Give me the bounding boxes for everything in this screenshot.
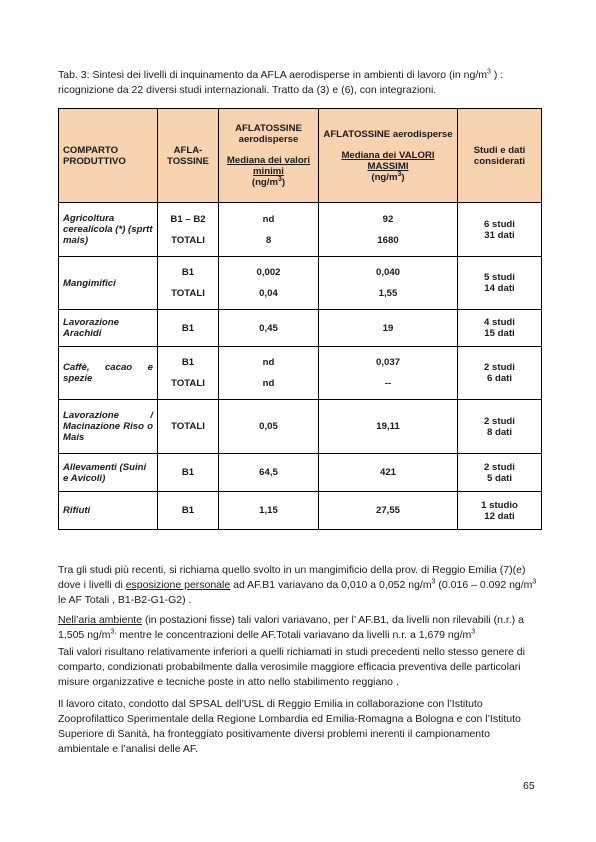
header-max — [319, 109, 458, 203]
table-caption — [58, 68, 544, 98]
cell-studi: 6 studi 31 dati — [458, 203, 542, 257]
cell-studi: 5 studi 14 dati — [458, 257, 542, 310]
table-header-row — [59, 109, 542, 203]
header-min-title: AFLATOSSINE aerodisperse — [235, 123, 302, 145]
cell-studi: 4 studi 15 dati — [458, 310, 542, 347]
cell-afla: B1 TOTALI — [158, 347, 219, 400]
caption-text: Tab. 3: Sintesi dei livelli di inquinamento da AFLA aerodisperse in ambienti di lavoro (in ng/m — [58, 69, 487, 81]
header-max-title: AFLATOSSINE aerodisperse — [323, 128, 453, 140]
cell-afla: TOTALI — [158, 400, 219, 454]
cell-studi: 1 studio 12 dati — [458, 492, 542, 530]
cell-comparto: Caffè, cacao e spezie — [59, 347, 158, 400]
cell-min: 0,05 — [219, 400, 319, 454]
cell-max: 421 — [319, 454, 458, 492]
cell-comparto: Rifiuti — [59, 492, 158, 530]
paragraph-4: Il lavoro citato, condotto dal SPSAL dell’USL di Reggio Emilia in collaborazione con l’Istituto Zooprofilattico Sperimentale della Regione Lombardia ed Emilia-Romagna a Bologna e con l’Istituto Superiore di Sanità, ha fronteggiato positivamente diversi problemi inerenti il campionamento ambientale e l’analisi delle AF. — [58, 698, 521, 755]
header-comparto: COMPARTO PRODUTTIVO — [59, 109, 158, 203]
underlined-text: Nell’aria ambiente — [58, 614, 143, 626]
cell-max: 0,040 1,55 — [319, 257, 458, 310]
paragraph-1: Tra gli studi più recenti, si richiama quello svolto in un mangimificio della prov. di Reggio Emilia (7)(e) dove i livelli di esposizione personale ad AF.B1 variavano da 0,010 a 0,052 $ng/m^3$ (0.016 – 0.092 $ng/m^3$ le AF Totali , B1-B2-G1-G2) . — [58, 564, 537, 606]
cell-min: 0,002 0,04 — [219, 257, 319, 310]
cell-max: 0,037 -- — [319, 347, 458, 400]
cell-max: 19,11 — [319, 400, 458, 454]
cell-studi: 2 studi 5 dati — [458, 454, 542, 492]
table-row — [59, 310, 542, 347]
cell-min: 0,45 — [219, 310, 319, 347]
table-row — [59, 257, 542, 310]
header-aflatossine: AFLA-TOSSINE — [158, 109, 219, 203]
table-row — [59, 347, 542, 400]
header-min-unit: $(ng/m^3)$ — [251, 175, 286, 188]
cell-comparto: Lavorazione Arachidi — [59, 310, 158, 347]
cell-min: nd 8 — [219, 203, 319, 257]
cell-max: 27,55 — [319, 492, 458, 530]
caption-superscript: 3 — [487, 68, 491, 76]
table-row — [59, 400, 542, 454]
caption-text-cont: ) : ricognizione da 22 diversi studi internazionali. Tratto da (3) e (6), con integrazioni. — [58, 69, 504, 96]
header-max-unit: $(ng/m^3)$ — [371, 170, 405, 183]
cell-comparto: Agricoltura cerealicola (*) (sprtt mais) — [59, 203, 158, 257]
underlined-text: esposizione personale — [125, 579, 231, 591]
header-studi: Studi e dati considerati — [458, 109, 542, 203]
cell-min: nd nd — [219, 347, 319, 400]
cell-afla: B1 — [158, 310, 219, 347]
table-row — [59, 492, 542, 530]
paragraph-3: Tali valori risultano relativamente inferiori a quelli richiamati in studi precedenti nello stesso genere di comparto, condizionati probabilmente dalla verosimile maggiore efficacia preventiva delle particolari misure organizzative e tecniche poste in atto nello stabilimento reggiano . — [58, 646, 525, 688]
cell-min: 64,5 — [219, 454, 319, 492]
cell-max: 92 1680 — [319, 203, 458, 257]
cell-studi: 2 studi 8 dati — [458, 400, 542, 454]
cell-afla: B1 — [158, 454, 219, 492]
cell-studi: 2 studi 6 dati — [458, 347, 542, 400]
header-min-sub: Mediana dei valori minimi — [226, 155, 311, 177]
table-row — [59, 203, 542, 257]
cell-max: 19 — [319, 310, 458, 347]
cell-afla: B1 – B2 TOTALI — [158, 203, 219, 257]
cell-comparto: Allevamenti (Suini e Avicoli) — [59, 454, 158, 492]
cell-comparto: Mangimifici — [59, 257, 158, 310]
cell-min: 1,15 — [219, 492, 319, 530]
cell-afla: B1 TOTALI — [158, 257, 219, 310]
table-row — [59, 454, 542, 492]
cell-comparto: Lavorazione / Macinazione Riso o Mais — [59, 400, 158, 454]
header-max-sub: Mediana dei VALORI MASSIMI — [341, 149, 435, 172]
aflatoxin-table — [58, 108, 542, 530]
page-number: 65 — [523, 780, 535, 792]
cell-afla: B1 — [158, 492, 219, 530]
paragraph-2: Nell’aria ambiente (in postazioni fisse) tali valori variavano, per l’ AF.B1, da livelli non rilevabili (n.r.) a 1,505 $ng/m^{3,}$ mentre le concentrazioni delle AF.Totali variavano da livelli n.r. a 1,679 $ng/m^3$ — [58, 614, 524, 641]
header-min — [219, 109, 319, 203]
